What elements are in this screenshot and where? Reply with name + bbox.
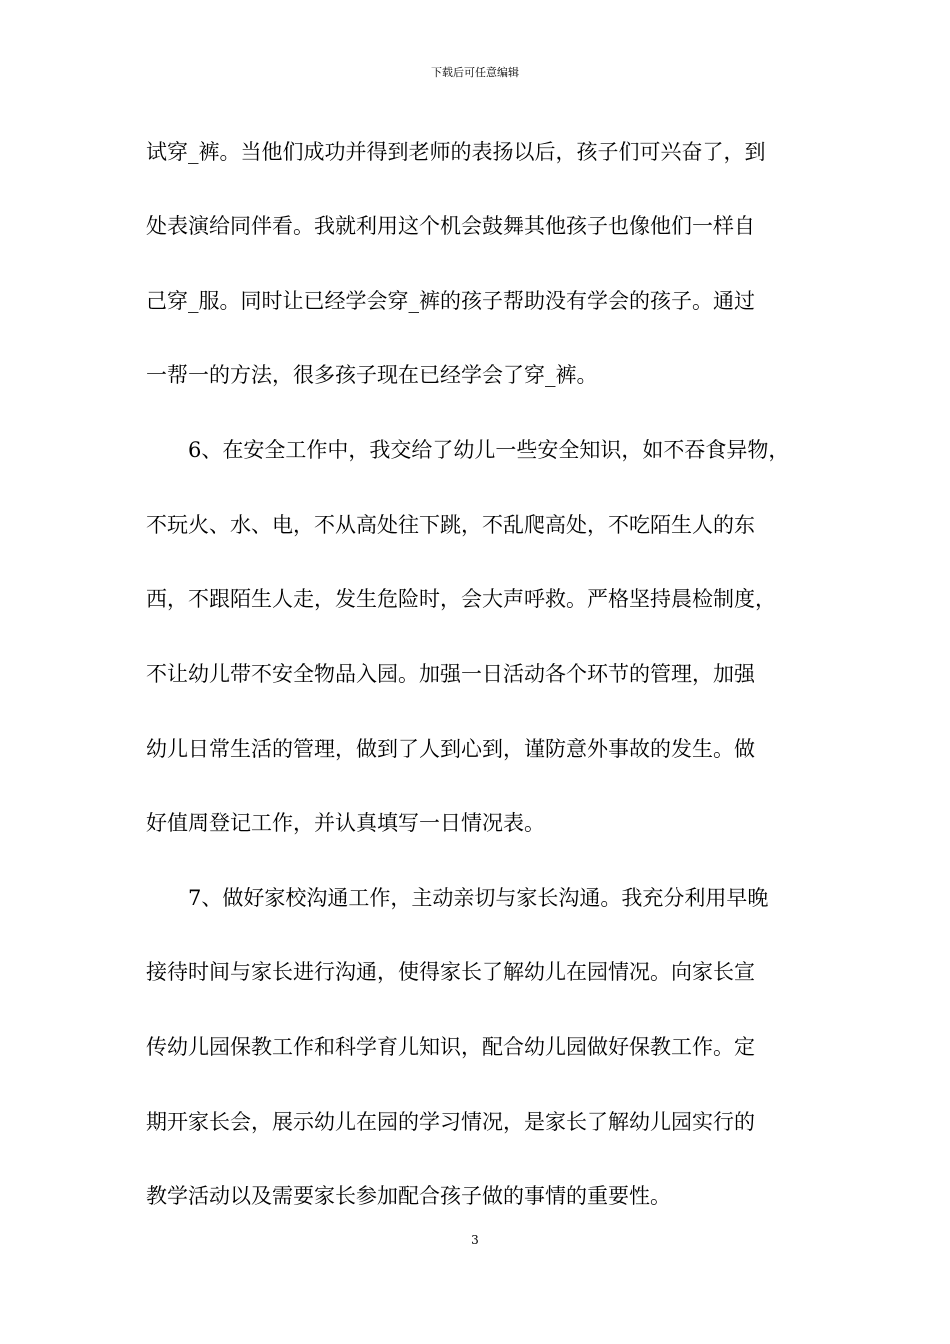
body-line: 期开家长会，展示幼儿在园的学习情况，是家长了解幼儿园实行的 <box>146 1110 755 1134</box>
body-line: 处表演给同伴看。我就利用这个机会鼓舞其他孩子也像他们一样自 <box>146 214 755 238</box>
body-line: 幼儿日常生活的管理，做到了人到心到，谨防意外事故的发生。做 <box>146 737 755 761</box>
paragraph-7-first-line: 7、做好家校沟通工作，主动亲切与家长沟通。我充分利用早晚 <box>188 886 769 910</box>
page-header: 下载后可任意编辑 <box>431 66 519 79</box>
body-line: 好值周登记工作，并认真填写一日情况表。 <box>146 811 545 835</box>
page-number: 3 <box>471 1233 479 1247</box>
body-line: 西，不跟陌生人走，发生危险时，会大声呼救。严格坚持晨检制度， <box>146 587 776 611</box>
body-line: 一帮一的方法，很多孩子现在已经学会了穿_裤。 <box>146 363 598 387</box>
body-line: 不让幼儿带不安全物品入园。加强一日活动各个环节的管理，加强 <box>146 662 755 686</box>
body-line: 传幼儿园保教工作和科学育儿知识，配合幼儿园做好保教工作。定 <box>146 1035 755 1059</box>
paragraph-6-first-line: 6、在安全工作中，我交给了幼儿一些安全知识，如不吞食异物， <box>188 438 790 462</box>
body-line: 不玩火、水、电，不从高处往下跳，不乱爬高处，不吃陌生人的东 <box>146 513 755 537</box>
body-line: 试穿_裤。当他们成功并得到老师的表扬以后，孩子们可兴奋了，到 <box>146 140 766 164</box>
body-line: 己穿_服。同时让已经学会穿_裤的孩子帮助没有学会的孩子。通过 <box>146 289 755 313</box>
body-line: 教学活动以及需要家长参加配合孩子做的事情的重要性。 <box>146 1184 671 1208</box>
body-line: 接待时间与家长进行沟通，使得家长了解幼儿在园情况。向家长宣 <box>146 960 755 984</box>
